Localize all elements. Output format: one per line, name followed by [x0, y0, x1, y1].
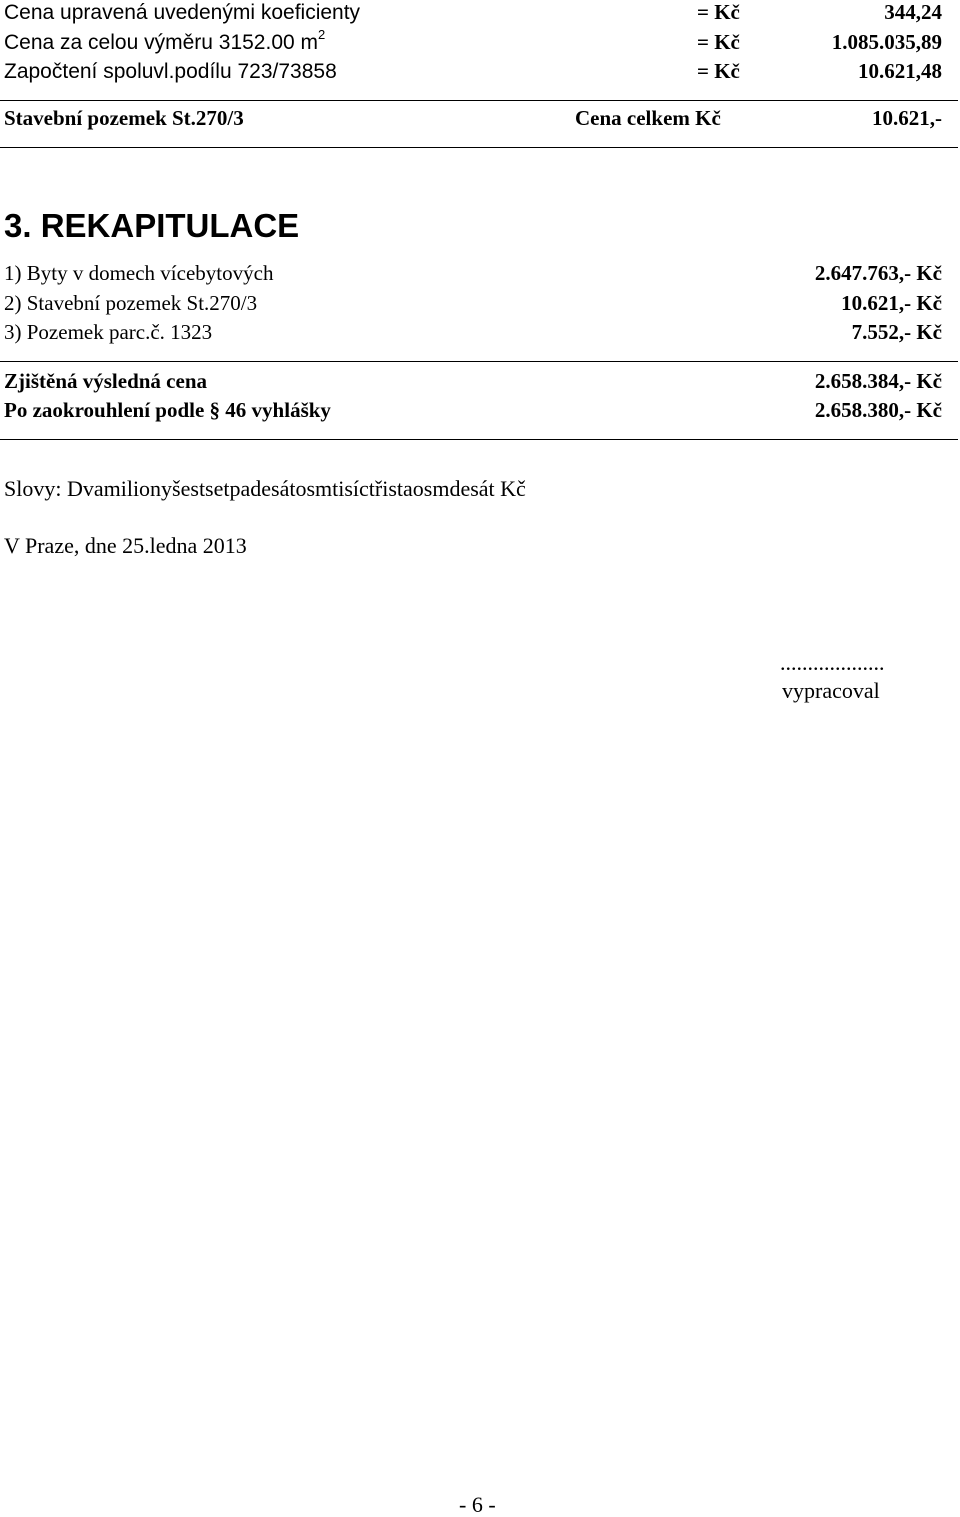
rounded-label: Po zaokrouhlení podle § 46 vyhlášky [4, 398, 331, 422]
recap-item-2-label: 2) Stavební pozemek St.270/3 [4, 291, 258, 315]
place-date: V Praze, dne 25.ledna 2013 [4, 533, 247, 558]
total-mid-label: Cena celkem Kč [575, 106, 721, 130]
rounded-value: 2.658.380,- Kč [814, 398, 942, 422]
row-2-label: Cena za celou výměru 3152.00 $m^2$ [4, 27, 326, 54]
row-1-value: 344,24 [884, 0, 942, 24]
divider [0, 361, 958, 362]
result-value: 2.658.384,- Kč [814, 369, 942, 393]
divider [0, 147, 958, 148]
amount-in-words: Slovy: Dvamilionyšestsetpadesátosmtisíctřistaosmdesát Kč [4, 476, 526, 501]
recap-item-3-label: 3) Pozemek parc.č. 1323 [4, 320, 213, 344]
total-label: Stavební pozemek St.270/3 [4, 106, 244, 130]
recap-item-1-value: 2.647.763,- Kč [814, 261, 942, 285]
divider [0, 100, 958, 101]
row-2-currency: = Kč [697, 30, 740, 54]
total-value: 10.621,- [872, 106, 942, 130]
recap-item-1-label: 1) Byty v domech vícebytových [4, 261, 274, 285]
recap-item-2-value: 10.621,- Kč [841, 291, 942, 315]
row-3-label: Započtení spoluvl.podílu 723/73858 [4, 60, 337, 83]
page-number: - 6 - [459, 1492, 496, 1517]
recap-item-3-value: 7.552,- Kč [851, 320, 942, 344]
signature-dots: ................... [780, 650, 885, 675]
result-label: Zjištěná výsledná cena [4, 369, 208, 393]
divider [0, 439, 958, 440]
row-2-value: 1.085.035,89 [831, 30, 942, 54]
row-3-currency: = Kč [697, 59, 740, 83]
row-2-superscript: 2 [318, 27, 326, 42]
row-1-currency: = Kč [697, 0, 740, 24]
signature-label: vypracoval [782, 678, 880, 703]
row-1-label: Cena upravená uvedenými koeficienty [4, 1, 361, 24]
row-3-value: 10.621,48 [858, 59, 942, 83]
section-heading: 3. REKAPITULACE [4, 207, 300, 244]
